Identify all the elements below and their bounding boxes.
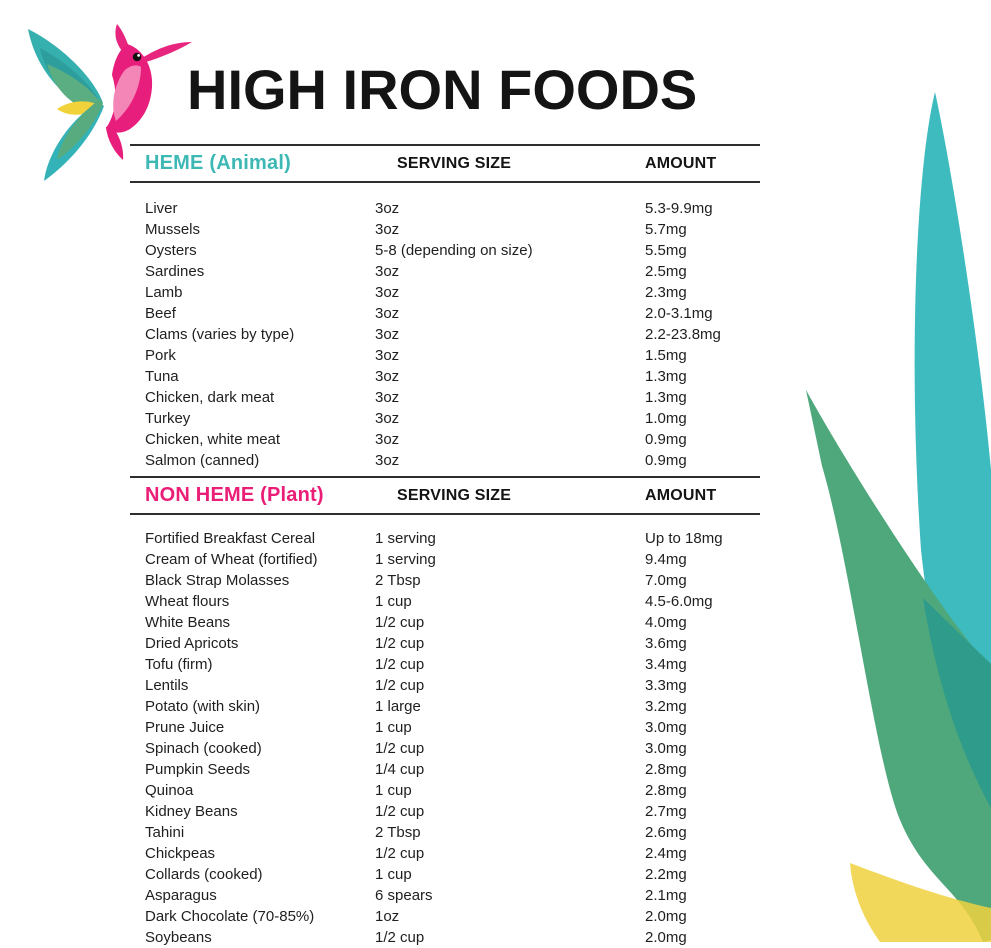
table-row [130,324,760,345]
food-name: Tahini [145,824,185,841]
table-row [130,303,760,324]
food-name: Black Strap Molasses [145,572,290,589]
food-name: Liver [145,200,178,217]
serving-size: 1 cup [375,719,412,736]
amount-value: 3.0mg [645,740,687,757]
food-name: Dried Apricots [145,635,239,652]
serving-size: 2 Tbsp [375,572,421,589]
amount-value: 2.8mg [645,761,687,778]
food-name: Cream of Wheat (fortified) [145,551,318,568]
amount-value: 2.2-23.8mg [645,326,721,343]
table-row [130,198,760,219]
amount-value: 4.5-6.0mg [645,593,713,610]
food-name: Tofu (firm) [145,656,213,673]
food-name: Lamb [145,284,183,301]
serving-size: 2 Tbsp [375,824,421,841]
amount-value: 3.2mg [645,698,687,715]
food-name: Clams (varies by type) [145,326,295,343]
serving-size: 1/4 cup [375,761,425,778]
serving-size: 3oz [375,221,400,238]
amount-value: 3.4mg [645,656,687,673]
amount-value: 2.7mg [645,803,687,820]
food-name: Spinach (cooked) [145,740,262,757]
nonheme-table-body [130,515,760,948]
table-row [130,885,760,906]
green-leaf [806,390,991,942]
serving-size: 1/2 cup [375,677,425,694]
table-row [130,429,760,450]
nonheme-table-header [130,476,760,515]
amount-value: 2.6mg [645,824,687,841]
amount-value: 2.3mg [645,284,687,301]
green-leaf-lower-edge [806,390,991,936]
food-name: Collards (cooked) [145,866,263,883]
food-name: Pork [145,347,176,364]
serving-size: 1 cup [375,782,412,799]
food-name: Dark Chocolate (70-85%) [145,908,315,925]
amount-value: 2.1mg [645,887,687,904]
content-column [130,144,760,948]
table-row [130,219,760,240]
table-row [130,549,760,570]
heme-section [130,144,760,471]
table-row [130,570,760,591]
food-name: Chickpeas [145,845,216,862]
amount-value: 5.5mg [645,242,687,259]
amount-value: 2.8mg [645,782,687,799]
table-row [130,387,760,408]
table-row [130,612,760,633]
amount-value: 1.3mg [645,368,687,385]
serving-size: 3oz [375,200,400,217]
food-name: Potato (with skin) [145,698,261,715]
amount-value: 2.0-3.1mg [645,305,713,322]
serving-size: 3oz [375,452,400,469]
table-row [130,780,760,801]
amount-header: AMOUNT [645,154,717,172]
teal-leaf [915,92,991,808]
amount-value: 2.2mg [645,866,687,883]
serving-size: 1/2 cup [375,740,425,757]
amount-value: 2.5mg [645,263,687,280]
serving-size: 3oz [375,431,400,448]
serving-size: 6 spears [375,887,433,904]
table-row [130,282,760,303]
table-row [130,654,760,675]
amount-value: 3.6mg [645,635,687,652]
food-name: Sardines [145,263,205,280]
food-name: Beef [145,305,176,322]
amount-value: 2.0mg [645,929,687,946]
amount-value: 1.0mg [645,410,687,427]
table-row [130,261,760,282]
amount-value: 2.4mg [645,845,687,862]
amount-value: 4.0mg [645,614,687,631]
table-row [130,240,760,261]
amount-value: 3.3mg [645,677,687,694]
serving-size: 5-8 (depending on size) [375,242,533,259]
serving-size: 3oz [375,284,400,301]
food-name: Chicken, white meat [145,431,281,448]
food-name: Wheat flours [145,593,230,610]
table-row [130,927,760,948]
table-row [130,717,760,738]
bird-eye-highlight [137,54,140,57]
serving-size: 1oz [375,908,400,925]
food-name: Quinoa [145,782,194,799]
table-row [130,591,760,612]
amount-value: 2.0mg [645,908,687,925]
food-name: Salmon (canned) [145,452,260,469]
amount-value: 3.0mg [645,719,687,736]
table-row [130,801,760,822]
leaf-overlap [923,598,991,808]
serving-size: 1 cup [375,593,412,610]
page-title: HIGH IRON FOODS [187,58,698,121]
table-row [130,366,760,387]
amount-value: 9.4mg [645,551,687,568]
serving-size-header: SERVING SIZE [397,486,512,504]
food-name: Chicken, dark meat [145,389,275,406]
serving-size-header: SERVING SIZE [397,154,512,172]
table-row [130,822,760,843]
serving-size: 1/2 cup [375,656,425,673]
amount-value: 5.7mg [645,221,687,238]
table-row [130,759,760,780]
serving-size: 1 large [375,698,421,715]
food-name: White Beans [145,614,231,631]
serving-size: 3oz [375,263,400,280]
serving-size: 1/2 cup [375,635,425,652]
serving-size: 3oz [375,410,400,427]
serving-size: 1 serving [375,530,436,547]
serving-size: 1 cup [375,866,412,883]
amount-value: 0.9mg [645,431,687,448]
serving-size: 1/2 cup [375,614,425,631]
table-row [130,528,760,549]
amount-header: AMOUNT [645,486,717,504]
heme-title: HEME (Animal) [145,152,291,174]
table-row [130,906,760,927]
table-row [130,738,760,759]
food-name: Pumpkin Seeds [145,761,251,778]
food-name: Oysters [145,242,197,259]
amount-value: 7.0mg [645,572,687,589]
serving-size: 3oz [375,347,400,364]
amount-value: 1.3mg [645,389,687,406]
food-name: Soybeans [145,929,212,946]
table-row [130,675,760,696]
food-name: Fortified Breakfast Cereal [145,530,316,547]
food-name: Asparagus [145,887,217,904]
serving-size: 1 serving [375,551,436,568]
amount-value: 1.5mg [645,347,687,364]
serving-size: 1/2 cup [375,803,425,820]
table-row [130,345,760,366]
nonheme-title: NON HEME (Plant) [145,484,324,506]
food-name: Tuna [145,368,179,385]
serving-size: 1/2 cup [375,929,425,946]
amount-value: Up to 18mg [645,530,723,547]
table-row [130,633,760,654]
serving-size: 3oz [375,368,400,385]
table-row [130,864,760,885]
bird-eye [133,53,141,61]
serving-size: 1/2 cup [375,845,425,862]
serving-size: 3oz [375,326,400,343]
food-name: Mussels [145,221,201,238]
table-row [130,696,760,717]
table-row [130,408,760,429]
serving-size: 3oz [375,389,400,406]
table-row [130,843,760,864]
amount-value: 5.3-9.9mg [645,200,713,217]
amount-value: 0.9mg [645,452,687,469]
bird-beak [142,42,192,62]
food-name: Lentils [145,677,189,694]
table-row [130,450,760,471]
yellow-leaf [850,863,991,942]
nonheme-section [130,476,760,948]
food-name: Kidney Beans [145,803,238,820]
serving-size: 3oz [375,305,400,322]
heme-table-body [130,183,760,471]
heme-table-header [130,144,760,183]
food-name: Prune Juice [145,719,225,736]
food-name: Turkey [145,410,191,427]
